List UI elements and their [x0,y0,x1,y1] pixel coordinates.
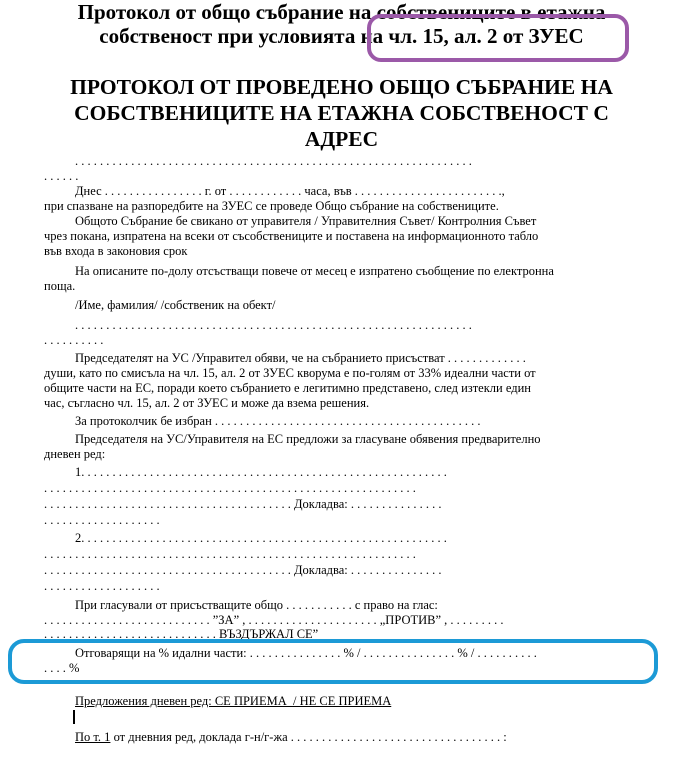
owner-name-label: /Име, фамилия/ /собственик на обект/ [75,298,276,312]
address-dots-cont: . . . . . . [44,169,79,183]
date-line: Днес . . . . . . . . . . . . . . . . г. от . . . . . . . . . . . . часа, във . . . . . . . . . . . . . . . . . . . . . . . ., [75,184,505,198]
secretary-line: За протоколчик бе избран . . . . . . . . . . . . . . . . . . . . . . . . . . . . . . . . . . . . . . . . . . . [75,414,481,428]
vote-line: При гласували от присъстващите общо . . . . . . . . . . . с право на глас: [75,598,438,612]
point-one-rest: от дневния ред, доклада г-н/г-жа . . . . . . . . . . . . . . . . . . . . . . . . . . . . . . . . . . : [110,730,507,744]
blue-highlight-annotation [8,639,658,684]
agenda-item-2-report-cont: . . . . . . . . . . . . . . . . . . . [44,579,160,593]
agenda-item-1: 1. . . . . . . . . . . . . . . . . . . . . . . . . . . . . . . . . . . . . . . . . . . . . . . . . . . . . . . . . . . [75,465,447,479]
agenda-line: Председателя на УС/Управителя на ЕС предложи за гласуване обявения предварително [75,432,541,446]
purple-highlight-annotation [367,14,629,62]
absent-line-cont: поща. [44,279,76,293]
absent-line: На описаните по-долу отсъстващи повече от месец е изпратено съобщение по електронна [75,264,554,278]
title-line-3: АДРЕС [304,127,379,151]
owner-name-dots-cont: . . . . . . . . . . [44,333,104,347]
point-one-line [75,730,507,745]
chair-line: Председателят на УС /Управител обяви, че на събранието присъстват . . . . . . . . . . . . . [75,351,526,365]
point-one-label: По т. 1 [75,730,111,744]
agenda-item-1-dots: . . . . . . . . . . . . . . . . . . . . . . . . . . . . . . . . . . . . . . . . . . . . . . . . . . . . . . . . . . . . [44,481,416,495]
law-line: при спазване на разпоредбите на ЗУЕС се проведе Общо събрание на собствениците. [44,199,499,213]
agenda-item-2-dots: . . . . . . . . . . . . . . . . . . . . . . . . . . . . . . . . . . . . . . . . . . . . . . . . . . . . . . . . . . . . [44,547,416,561]
agenda-item-1-report-cont: . . . . . . . . . . . . . . . . . . . [44,513,160,527]
header-line-2: собственост при условията на чл. 15, ал. 2 от ЗУЕС [99,24,584,48]
text-cursor [73,710,75,724]
chair-line-cont-3: час, съгласно чл. 15, ал. 2 от ЗУЕС и може да взема решения. [44,396,370,410]
percent-line-cont: . . . . % [44,661,80,675]
chair-line-cont-2: общите части на ЕС, поради което събранието е легитимно представено, след изтекли един [44,381,531,395]
agenda-proposal-line: Предложения дневен ред: СЕ ПРИЕМА / НЕ СЕ ПРИЕМА [75,694,392,708]
percent-line: Отговарящи на % идални части: . . . . . . . . . . . . . . . % / . . . . . . . . . . . . . . . % / . . . . . . . . . . [75,646,537,660]
convened-line-cont: чрез покана, изпратена на всеки от съсобствениците и поставена на информационното табло [44,229,539,243]
agenda-item-1-report: . . . . . . . . . . . . . . . . . . . . . . . . . . . . . . . . . . . . . . . . Докладва: . . . . . . . . . . . . . . . [44,497,442,511]
title-line-2: СОБСТВЕНИЦИТЕ НА ЕТАЖНА СОБСТВЕНОСТ С [74,101,609,125]
vote-line-cont: . . . . . . . . . . . . . . . . . . . . . . . . . . . ”ЗА” , . . . . . . . . . . . . . . . . . . . . . „ПРОТИВ” , . . . . . . . . . [44,613,504,627]
convened-line: Общото Събрание бе свикано от управителя / Управителния Съвет/ Контролния Съвет [75,214,537,228]
header-line-1: Протокол от общо събрание на собствениците в етажна [77,0,606,24]
title-line-1: ПРОТОКОЛ ОТ ПРОВЕДЕНО ОБЩО СЪБРАНИЕ НА [70,75,613,99]
address-dots: . . . . . . . . . . . . . . . . . . . . . . . . . . . . . . . . . . . . . . . . . . . . . . . . . . . . . . . . . . . . . . . . [75,154,472,168]
agenda-item-2: 2. . . . . . . . . . . . . . . . . . . . . . . . . . . . . . . . . . . . . . . . . . . . . . . . . . . . . . . . . . . [75,531,447,545]
owner-name-dots: . . . . . . . . . . . . . . . . . . . . . . . . . . . . . . . . . . . . . . . . . . . . . . . . . . . . . . . . . . . . . . . . [75,318,472,332]
agenda-item-2-report: . . . . . . . . . . . . . . . . . . . . . . . . . . . . . . . . . . . . . . . . Докладва: . . . . . . . . . . . . . . . [44,563,442,577]
chair-line-cont: души, като по смисъла на чл. 15, ал. 2 от ЗУЕС кворума е по-голям от 33% идеални части от [44,366,536,380]
vote-line-cont-2: . . . . . . . . . . . . . . . . . . . . . . . . . . . . ВЪЗДЪРЖАЛ СЕ” [44,627,319,641]
convened-line-cont-2: във входа в законовия срок [44,244,188,258]
agenda-line-cont: дневен ред: [44,447,106,461]
